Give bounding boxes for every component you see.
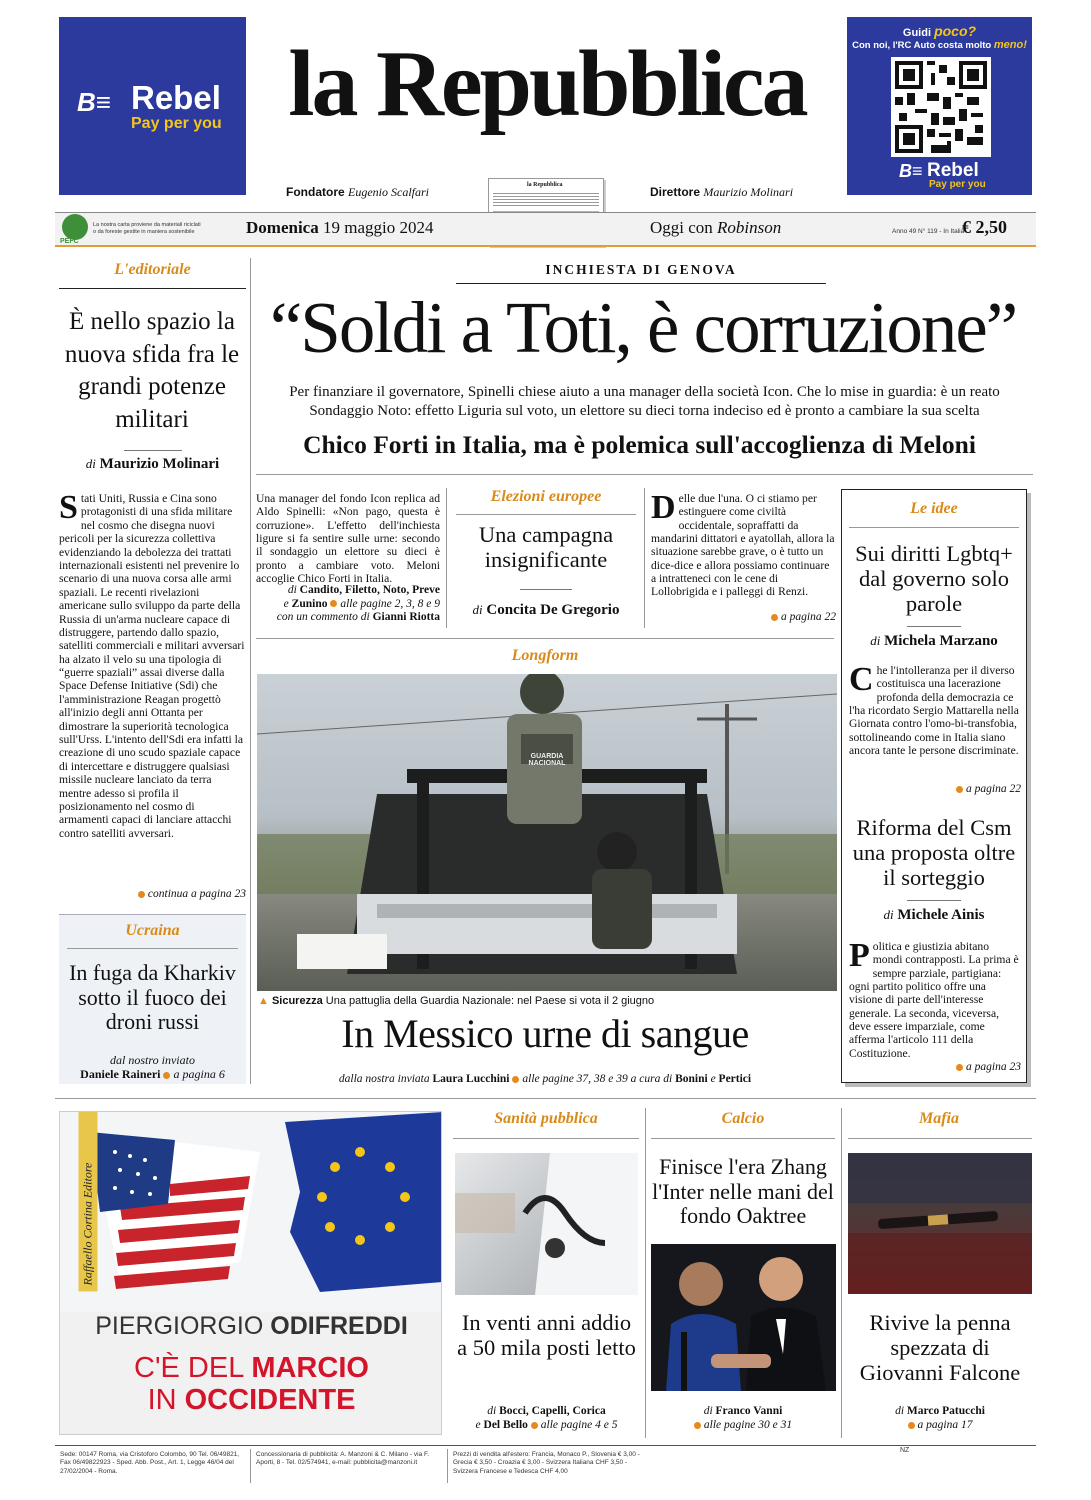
book-title-d: OCCIDENTE (184, 1384, 356, 1416)
director-label: Direttore (650, 185, 701, 199)
idee-page-2[interactable] (849, 1061, 1021, 1073)
divider (447, 1449, 448, 1483)
curator-and: e (710, 1073, 716, 1085)
page-ref: a pagina 22 (966, 783, 1021, 795)
idee-body-1 (849, 661, 1021, 757)
divider (256, 638, 834, 639)
author-last: ODIFREDDI (270, 1312, 408, 1340)
lead-body: Una manager del fondo Icon replica ad Aldo Spinelli: «Non pago, questa è corruzione». L'effetto dell'inchiesta ligure si fa sentire sulle urne: secondo il sondaggio un elettore su dieci è pronto a cambiare voto. Meloni accoglie Chico Forti in Italia. (256, 492, 440, 585)
ad-right-line1b: poco? (934, 23, 977, 39)
continue-link: continua a pagina 23 (147, 888, 246, 900)
divider (453, 1138, 639, 1139)
page-ref[interactable]: alle pagine 30 e 31 (703, 1418, 793, 1431)
europee-byline (453, 602, 639, 619)
rebel-ad-right[interactable] (847, 17, 1032, 195)
editorial-kicker: L'editoriale (114, 261, 191, 278)
editorial-continue[interactable] (59, 888, 246, 900)
pefc-label: PEFC (60, 238, 79, 245)
divider (55, 1098, 1036, 1099)
divider (446, 488, 447, 628)
europee-text: elle due l'una. O ci stiamo per estinguere come civiltà occidentale, sopraffatti da mandarini dittatori e ayatollah, allora la situazione sarebbe grave, o è tutto un dice-dice e allora possiamo continuare a intratteneci con le cene di Lollobrigida e i palleggi di Renzi. (651, 492, 835, 599)
divider (907, 626, 961, 627)
supplement-name: Robinson (717, 218, 782, 237)
caption-bold: Sicurezza (271, 995, 323, 1007)
byline-last: Zunino (291, 597, 328, 610)
curator-a: Bonini (675, 1073, 708, 1085)
divider (848, 1138, 1032, 1139)
divider (67, 948, 238, 949)
byline-names: Bocci, Capelli, Corica (499, 1405, 606, 1417)
europee-headline[interactable]: Una campagna insignificante (478, 522, 614, 573)
europee-page[interactable] (651, 611, 836, 623)
calcio-byline (649, 1405, 837, 1433)
byline-prefix: di (883, 907, 894, 922)
lead-sub2: Sondaggio Noto: effetto Liguria sul voto, un elettore su dieci torna indeciso ed è pronto a cambiare la sua scelta (309, 403, 980, 419)
ad-right-line1a: Guidi (902, 27, 932, 39)
byline-last: Del Bello (483, 1418, 528, 1431)
byline-and: e (475, 1418, 481, 1431)
mafia-byline (846, 1405, 1034, 1433)
comment-prefix: con un commento di (276, 611, 370, 624)
page-ref[interactable]: a pagina 17 (917, 1418, 973, 1431)
byline-name: Franco Vanni (715, 1405, 783, 1417)
europee-body (651, 489, 836, 599)
divider (644, 488, 645, 628)
caption-text: Una pattuglia della Guardia Nazionale: nel Paese si vota il 2 giugno (325, 995, 655, 1007)
idee-text-2: olitica e giustizia abitano mondi contrapposti. La prima è sempre parziale, partigiana: ogni partito politico offre una visione di parte dell'interesse generale. La seconda, viceversa, deve essere imparziale, come afferma l'articolo 111 della Costituzione. (849, 940, 1019, 1060)
editorial-text: tati Uniti, Russia e Cina sono protagonisti di una sfida militare nel cosmo che disegna nuovi pericoli per la sicurezza collettiva evidenziando la debolezza dei trattati internazionali esistenti nel prevenire lo scenario di una nuova corsa alle armi spaziali. Le recenti rivelazioni americane sullo sviluppo da parte della Russia di un'arma nucleare capace di distruggere, partendo dallo spazio, satelliti commerciali e militari avversari ha alzato il velo su una tipologia di “guerre spaziali” assai diverse dalla Space Defense Initiative (Sdi) che l'amministrazione Reagan progettò all'inizio degli anni Ottanta per dimostrare la superiorità tecnologica sull'Urss. L'intento dell'Sdi era infatti la creazione di uno scudo spaziale capace di intercettare e distruggere qualsiasi missile nucleare lanciato da terra mentre adesso si profila il posizionamento nel cosmo di armamenti capaci di lanciare attacchi contro satelliti avversari. (59, 492, 245, 840)
divider (520, 589, 572, 590)
europee-kicker: Elezioni europee (490, 488, 602, 505)
ad-right-line2b: meno! (993, 39, 1027, 51)
byline-name: Laura Lucchini (432, 1073, 510, 1085)
dropcap: P (849, 937, 870, 974)
founder-name: Eugenio Scalfari (348, 185, 430, 199)
idee-body-2 (849, 937, 1021, 1060)
ad-right-line2a: Con noi, l'RC Auto costa molto (852, 40, 992, 51)
divider (849, 527, 1019, 528)
flags-illustration (60, 1112, 442, 1312)
idee-headline-2[interactable]: Riforma del Csm una proposta oltre il sorteggio (852, 815, 1016, 891)
byline-and: e (283, 597, 289, 610)
mafia-kicker: Mafia (919, 1110, 959, 1127)
divider (651, 1138, 835, 1139)
robinson-thumb-lines (493, 191, 599, 207)
divider (250, 258, 251, 1084)
rebel-brand-right: Rebel (927, 160, 979, 181)
issue-date-rest: 19 maggio 2024 (322, 218, 434, 237)
footer-code: NZ (900, 1447, 910, 1454)
byline-prefix: di (85, 456, 96, 471)
ukraine-headline[interactable]: In fuga da Kharkiv sotto il fuoco dei droni russi (69, 960, 236, 1035)
page-ref[interactable]: alle pagine 4 e 5 (540, 1418, 618, 1431)
book-title-b: MARCIO (251, 1352, 369, 1384)
ad-right-line1 (847, 23, 1032, 39)
rebel-tagline: Pay per you (131, 115, 222, 132)
rebel-brand: Rebel (131, 79, 221, 116)
ukraine-kicker: Ucraina (125, 922, 180, 939)
byline-prefix: di (870, 633, 881, 648)
byline-prefix: di (487, 1405, 497, 1417)
book-title-2 (60, 1384, 442, 1417)
founder-label: Fondatore (286, 185, 345, 199)
page-ref[interactable]: a pagina 6 (173, 1067, 225, 1082)
footer-pubblicita: Concessionaria di pubblicità: A. Manzoni & C. Milano - via F. Aporti, 8 - Tel. 02/574941, e-mail: pubblicita@manzoni.it (256, 1451, 430, 1467)
editorial-byline (59, 456, 246, 473)
director-name: Maurizio Molinari (703, 185, 794, 199)
lead-headline[interactable]: “Soldi a Toti, è corruzione” (269, 287, 1017, 368)
byline-prefix: dalla nostra inviata (338, 1073, 430, 1085)
stethoscope-photo (455, 1153, 638, 1295)
book-title-c: IN (147, 1384, 177, 1416)
editorial-body (59, 489, 246, 840)
founder-line (286, 185, 429, 200)
idee-byline-2 (841, 907, 1027, 924)
dropcap: D (651, 489, 676, 526)
rebel-logo-right: B≡ (899, 161, 923, 181)
lead-kicker: INCHIESTA DI GENOVA (545, 262, 737, 277)
rebel-ad-left[interactable] (59, 17, 246, 195)
byline-prefix: di (895, 1405, 905, 1417)
lead-second-headline[interactable]: Chico Forti in Italia, ma è polemica sull'accoglienza di Meloni (303, 430, 976, 459)
pefc-logo-icon (62, 214, 88, 240)
dropcap: C (849, 661, 874, 698)
divider (59, 288, 246, 289)
longform-kicker: Longform (511, 647, 579, 664)
pefc-text: La nostra carta proviene da materiali riciclati o da foreste gestite in maniera sostenibile (93, 222, 201, 235)
divider (256, 474, 1033, 475)
byline-name: Concita De Gregorio (486, 602, 620, 618)
book-author (60, 1312, 442, 1341)
byline-name: Marco Patucchi (906, 1405, 985, 1417)
book-publisher: Raffaello Cortina Editore (79, 1112, 98, 1292)
rebel-logo: B≡ (77, 87, 109, 117)
idee-byline-1 (841, 633, 1027, 650)
qr-code-icon[interactable] (891, 57, 991, 157)
book-title-1 (60, 1352, 442, 1385)
longform-headline[interactable]: In Messico urne di sangue (341, 1011, 749, 1056)
calcio-headline[interactable]: Finisce l'era Zhang l'Inter nelle mani del fondo Oaktree (652, 1154, 834, 1229)
divider (456, 514, 636, 515)
calcio-kicker: Calcio (721, 1110, 765, 1127)
idee-page-1[interactable] (849, 783, 1021, 795)
price: € 2,50 (962, 217, 1007, 237)
supplement-prefix: Oggi con (650, 218, 713, 237)
byline-prefix: di (703, 1405, 713, 1417)
longform-byline (256, 1073, 834, 1085)
byline-prefix: di (287, 584, 297, 596)
issue-date-day: Domenica (246, 218, 319, 237)
photo-caption: ▲ Sicurezza Una pattuglia della Guardia Nazionale: nel Paese si vota il 2 giugno (258, 995, 655, 1007)
inter-photo (651, 1244, 836, 1391)
page-ref[interactable]: alle pagine 2, 3, 8 e 9 (340, 597, 440, 610)
byline-name: Daniele Raineri (80, 1067, 161, 1082)
curator-b: Pertici (718, 1073, 752, 1085)
page-ref[interactable]: alle pagine 37, 38 e 39 a cura di (522, 1073, 673, 1085)
idee-text-1: he l'intolleranza per il diverso costituisca una lacerazione profonda della democrazia ce l'ha ricordato Sergio Mattarella nella Giornata contro l'omo-bi-transfobia, sottolineando come in Italia siano ancora tante le persone discriminate. (849, 664, 1019, 757)
lead-byline (256, 584, 440, 625)
footer-sede: Sede: 00147 Roma, via Cristoforo Colombo, 90 Tel. 06/49821, Fax 06/49822923 - Sped. Abb. Post., Art. 1, Legge 46/04 del 27/02/2004 - Roma. (60, 1451, 240, 1475)
issue-date (246, 218, 433, 238)
divider (907, 900, 961, 901)
idee-headline-1[interactable]: Sui diritti Lgbtq+ dal governo solo parole (855, 541, 1013, 617)
divider (645, 1108, 646, 1438)
ad-right-line2 (847, 39, 1032, 51)
byline-name: Maurizio Molinari (99, 456, 220, 472)
newspaper-title: la Repubblica (288, 32, 806, 136)
supplement-line (650, 218, 781, 238)
footer-prezzi: Prezzi di vendita all'estero: Francia, Monaco P., Slovenia € 3,00 - Grecia € 3,50 - Croazia € 3,00 - Svizzera Italiana CHF 3,50 - Svizzera Francese e Tedesca CHF 4,00 (453, 1451, 640, 1475)
page-ref: a pagina 22 (781, 611, 836, 623)
sanita-byline (455, 1405, 638, 1433)
divider (841, 1108, 842, 1438)
author-first: PIERGIORGIO (95, 1312, 264, 1340)
ukraine-byline (59, 1053, 246, 1082)
robinson-thumb-mast: la Repubblica (527, 182, 563, 188)
sanita-kicker: Sanità pubblica (494, 1110, 598, 1127)
byline-name: Michele Ainis (897, 907, 985, 923)
divider (55, 1445, 1036, 1446)
comment-name: Gianni Riotta (372, 611, 440, 624)
pen-photo (848, 1153, 1032, 1294)
byline-names: Candito, Filetto, Noto, Preve (299, 584, 440, 596)
byline-name: Michela Marzano (884, 633, 998, 649)
vest-text: GUARDIA NACIONAL (528, 753, 566, 767)
director-line (650, 185, 793, 200)
rebel-tagline-right: Pay per you (929, 179, 986, 190)
page-ref: a pagina 23 (966, 1061, 1021, 1073)
lead-sub1: Per finanziare il governatore, Spinelli chiese aiuto a una manager della società Icon. Che lo mise in guardia: è un reato (289, 384, 1000, 400)
sanita-headline[interactable]: In venti anni addio a 50 mila posti letto (457, 1310, 636, 1361)
divider (250, 1449, 251, 1483)
byline-prefix: di (472, 602, 483, 617)
mexico-patrol-photo (257, 674, 837, 991)
divider (124, 450, 182, 451)
book-title-a: C'È DEL (134, 1352, 244, 1384)
mafia-headline[interactable]: Rivive la penna spezzata di Giovanni Falcone (859, 1310, 1021, 1386)
byline-prefix: dal nostro inviato (110, 1053, 195, 1067)
dropcap: S (59, 489, 78, 526)
idee-kicker: Le idee (910, 500, 958, 517)
book-ad[interactable] (59, 1111, 442, 1435)
editorial-headline[interactable]: È nello spazio la nuova sfida fra le grandi potenze militari (64, 308, 240, 433)
issue-info: Anno 49 N° 119 - In Italia (892, 228, 965, 235)
